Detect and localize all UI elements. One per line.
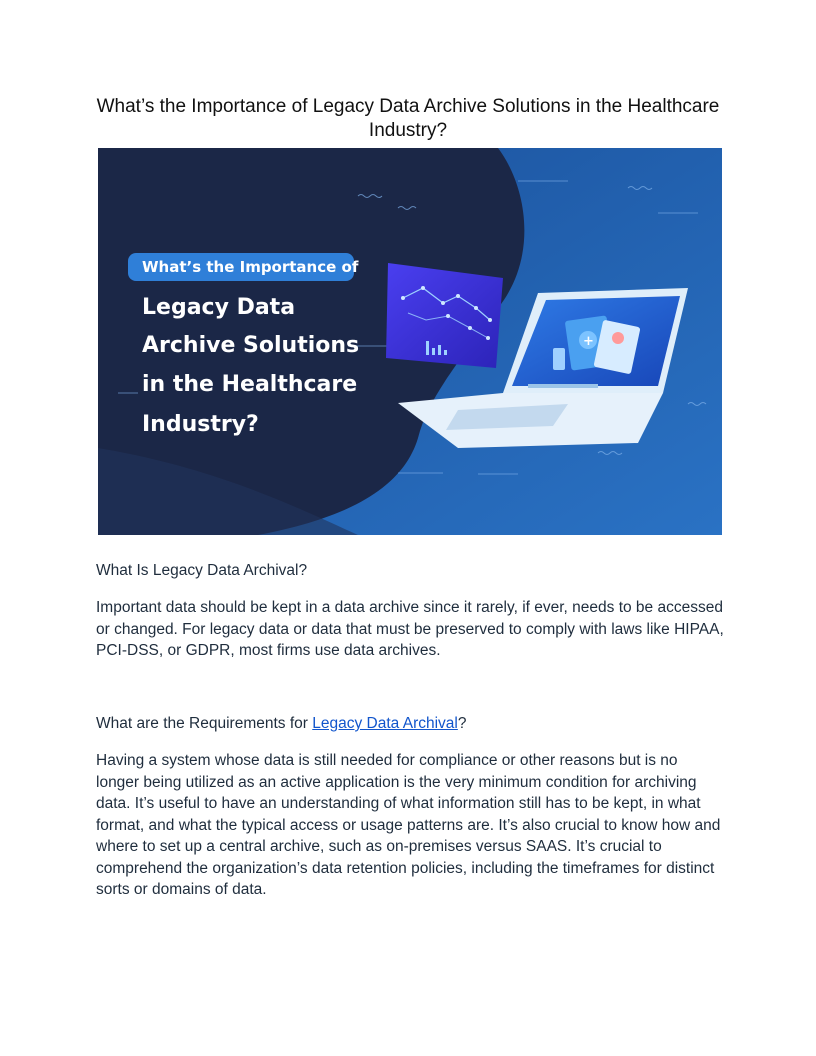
banner-line-1: Legacy Data — [142, 295, 296, 320]
section-body-requirements: Having a system whose data is still needed for compliance or other reasons but is no longer being utilized as an active application is the very minimum condition for archiving data. It’s useful to have an understanding of what information still has to be kept, in what format, and what the typical access or usage patterns are. It’s also crucial to know how and where to set up a central archive, such as on-premises versus SAAS. It’s crucial to comprehend the organization’s data retention policies, including the timeframes for distinct sorts or domains of data. — [96, 752, 721, 898]
heading-prefix: What are the Requirements for — [96, 715, 313, 732]
section-heading-legacy-archival: What Is Legacy Data Archival? — [96, 562, 308, 579]
page-title: What’s the Importance of Legacy Data Archive Solutions in the Healthcare Industry? — [96, 96, 720, 141]
banner-line-2: Archive Solutions — [142, 333, 360, 358]
heading-suffix: ? — [457, 715, 467, 732]
banner-pill-text: What’s the Importance of — [142, 258, 359, 276]
banner-image — [98, 148, 722, 535]
banner-line-4: Industry? — [142, 412, 259, 437]
section-body-legacy-archival: Important data should be kept in a data archive since it rarely, if ever, needs to be accessed or changed. For legacy data or data that must be preserved to comply with laws like HIPAA, PCI-DSS, or GDPR, most firms use data archives. — [96, 599, 724, 659]
dashboard-panel-illustration — [386, 263, 503, 368]
banner-line-3: in the Healthcare — [142, 372, 358, 397]
legacy-data-archival-link[interactable]: Legacy Data Archival — [312, 715, 458, 732]
svg-text:+: + — [583, 334, 594, 349]
section-heading-requirements — [96, 714, 466, 734]
